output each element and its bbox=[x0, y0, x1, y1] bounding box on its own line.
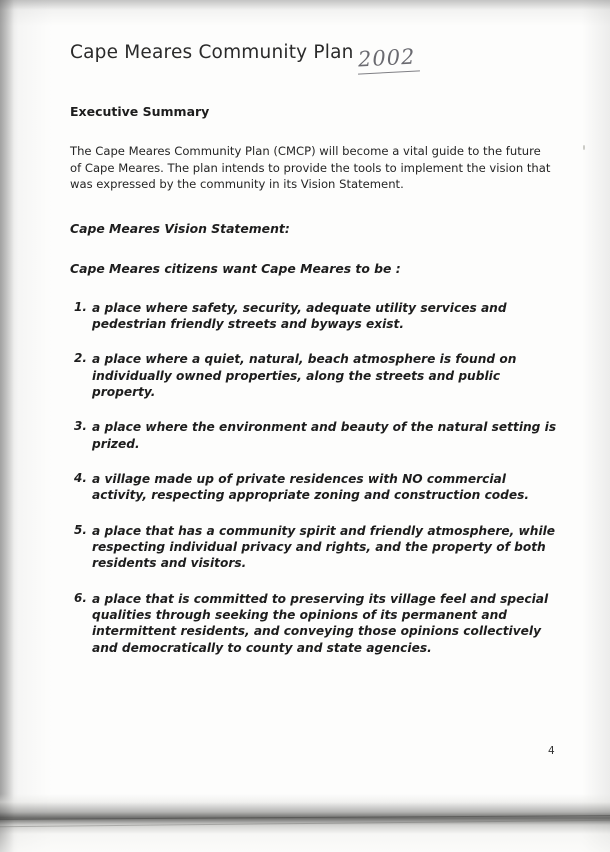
list-item bbox=[70, 419, 570, 452]
list-item-number: 2. bbox=[74, 351, 87, 366]
scan-top-shadow bbox=[0, 0, 610, 10]
list-item-text: a place that has a community spirit and friendly atmosphere, while respecting individual privacy and rights, and the property of both residents and visitors. bbox=[92, 523, 556, 571]
document-body bbox=[70, 42, 570, 675]
list-item-number: 5. bbox=[74, 522, 87, 537]
page-title: Cape Meares Community Plan bbox=[70, 42, 354, 63]
list-item-number: 3. bbox=[74, 419, 87, 434]
handwritten-year-annotation: 2002 bbox=[357, 44, 417, 72]
list-item bbox=[70, 591, 570, 656]
intro-paragraph: The Cape Meares Community Plan (CMCP) will become a vital guide to the future of Cape Meares. The plan intends to provide the tools to implement the vision that was expressed by the community in its Vision Statement. bbox=[70, 144, 551, 192]
section-heading-executive-summary: Executive Summary bbox=[70, 104, 210, 120]
vision-statement-lead: Cape Meares citizens want Cape Meares to be : bbox=[70, 260, 401, 276]
page-number: 4 bbox=[548, 745, 555, 757]
list-item-number: 1. bbox=[74, 299, 87, 314]
list-item-text: a place where the environment and beauty of the natural setting is prized. bbox=[92, 420, 557, 451]
vision-statement-label: Cape Meares Vision Statement: bbox=[70, 220, 290, 236]
scan-left-shadow bbox=[0, 0, 14, 852]
list-item bbox=[70, 351, 570, 400]
list-item-number: 6. bbox=[74, 590, 87, 605]
list-item-text: a village made up of private residences with NO commercial activity, respecting appropriate zoning and construction codes. bbox=[92, 471, 530, 503]
list-item-text: a place where safety, security, adequate utility services and pedestrian friendly streets and byways exist. bbox=[92, 300, 507, 331]
list-item-text: a place that is committed to preserving its village feel and special qualities through seeking the opinions of its permanent and intermittent residents, and conveying those opinions collectively and democratically to county and state agencies. bbox=[92, 591, 549, 655]
list-item bbox=[70, 300, 570, 333]
list-item-number: 4. bbox=[74, 470, 87, 485]
list-item bbox=[70, 471, 570, 504]
list-item-text: a place where a quiet, natural, beach atmosphere is found on individually owned properties, along the streets and public property. bbox=[92, 352, 517, 399]
scan-speck bbox=[583, 145, 585, 150]
list-item bbox=[70, 523, 570, 572]
vision-items-list bbox=[70, 300, 570, 657]
handwritten-underline bbox=[358, 70, 420, 75]
